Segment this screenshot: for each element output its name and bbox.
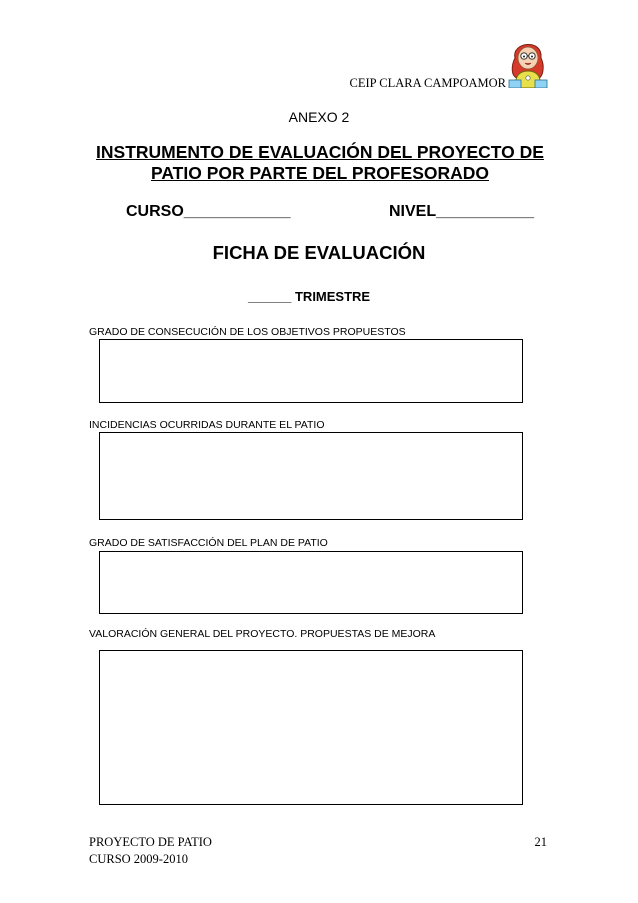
- trimester-field: ______ TRIMESTRE: [248, 289, 371, 304]
- section-label-incidents: INCIDENCIAS OCURRIDAS DURANTE EL PATIO: [89, 419, 325, 431]
- title-line-1: INSTRUMENTO DE EVALUACIÓN DEL PROYECTO DE: [96, 142, 544, 162]
- section-label-assessment: VALORACIÓN GENERAL DEL PROYECTO. PROPUESTAS DE MEJORA: [89, 628, 436, 640]
- page-number: 21: [534, 835, 547, 849]
- title-line-2: PATIO POR PARTE DEL PROFESORADO: [150, 163, 490, 183]
- answer-box-satisfaction[interactable]: [99, 551, 523, 614]
- annex-label: ANEXO 2: [288, 109, 350, 125]
- girl-character-icon: [505, 36, 551, 88]
- document-title: [90, 142, 550, 184]
- section-label-objectives: GRADO DE CONSECUCIÓN DE LOS OBJETIVOS PROPUESTOS: [89, 326, 406, 338]
- section-label-satisfaction: GRADO DE SATISFACCIÓN DEL PLAN DE PATIO: [89, 537, 328, 549]
- answer-box-assessment[interactable]: [99, 650, 523, 805]
- footer-course: CURSO 2009-2010: [89, 852, 188, 866]
- answer-box-objectives[interactable]: [99, 339, 523, 403]
- answer-box-incidents[interactable]: [99, 432, 523, 520]
- footer-project: PROYECTO DE PATIO: [89, 835, 212, 849]
- school-name: CEIP CLARA CAMPOAMOR: [349, 76, 506, 90]
- nivel-field: NIVEL___________: [389, 203, 534, 220]
- sheet-title: FICHA DE EVALUACIÓN: [212, 242, 426, 263]
- curso-field: CURSO____________: [126, 203, 291, 220]
